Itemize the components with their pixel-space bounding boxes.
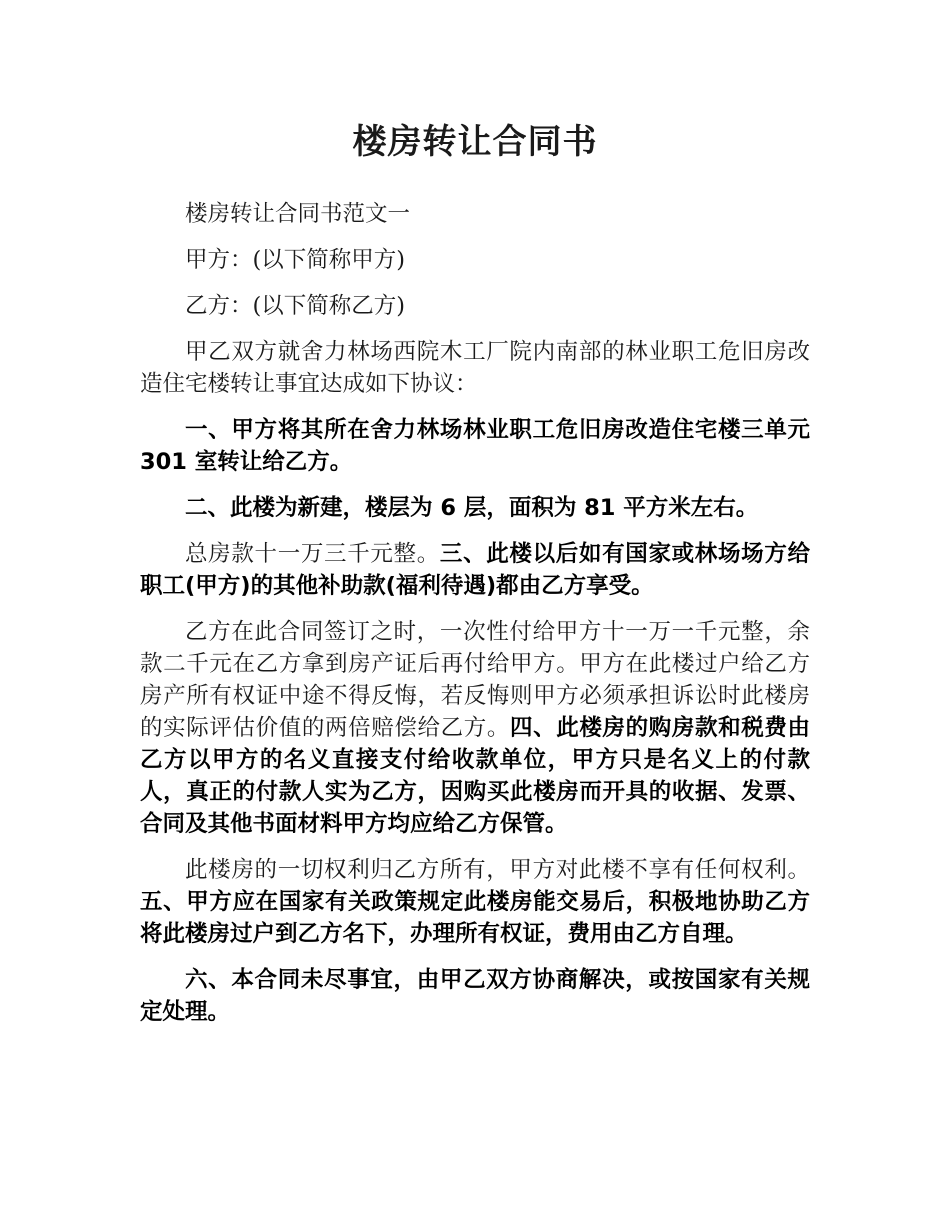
paragraph-party-a xyxy=(140,244,810,276)
clause-text: 六、本合同未尽事宜，由甲乙双方协商解决，或按国家有关规定处理。 xyxy=(140,967,810,1025)
paragraph-text: 此楼房的一切权利归乙方所有，甲方对此楼不享有任何权利。 xyxy=(185,857,810,883)
clause-2 xyxy=(140,492,810,524)
paragraph-text: 乙方在此合同签订之时，一次性付给甲方十一万一千元整，余款二千元在乙方拿到房产证后再付给甲方。甲方在此楼过户给乙方房产所有权证中途不得反悔，若反悔则甲方必须承担诉讼时此楼房的实际评估价值的两倍赔偿给乙方。 xyxy=(140,619,810,741)
paragraph-subtitle xyxy=(140,198,810,230)
clause-text: 二、此楼为新建，楼层为 6 层，面积为 81 平方米左右。 xyxy=(185,495,759,521)
clause-3 xyxy=(140,538,810,602)
clause-text: 三、此楼以后如有国家或林场场方给职工(甲方)的其他补助款(福利待遇)都由乙方享受。 xyxy=(140,541,810,599)
document-title: 楼房转让合同书 xyxy=(352,122,598,162)
clause-text: 五、甲方应在国家有关政策规定此楼房能交易后，积极地协助乙方将此楼房过户到乙方名下，办理所有权证，费用由乙方自理。 xyxy=(140,889,810,947)
paragraph-text: 楼房转让合同书范文一 xyxy=(185,201,411,227)
clause-6 xyxy=(140,964,810,1028)
document-body xyxy=(140,198,810,1042)
clause-text: 一、甲方将其所在舍力林场林业职工危旧房改造住宅楼三单元 301 室转让给乙方。 xyxy=(140,417,810,475)
paragraph-text: 乙方：(以下简称乙方) xyxy=(185,293,406,319)
paragraph-party-b xyxy=(140,290,810,322)
paragraph-text: 总房款十一万三千元整。 xyxy=(185,541,440,567)
clause-4 xyxy=(140,616,810,840)
clause-5 xyxy=(140,854,810,950)
paragraph-preamble xyxy=(140,336,810,400)
paragraph-text: 甲乙双方就舍力林场西院木工厂院内南部的林业职工危旧房改造住宅楼转让事宜达成如下协议： xyxy=(140,339,810,397)
paragraph-text: 甲方：(以下简称甲方) xyxy=(185,247,406,273)
clause-text: 四、此楼房的购房款和税费由乙方以甲方的名义直接支付给收款单位，甲方只是名义上的付款人，真正的付款人实为乙方，因购买此楼房而开具的收据、发票、合同及其他书面材料甲方均应给乙方保管。 xyxy=(140,715,810,837)
clause-1 xyxy=(140,414,810,478)
